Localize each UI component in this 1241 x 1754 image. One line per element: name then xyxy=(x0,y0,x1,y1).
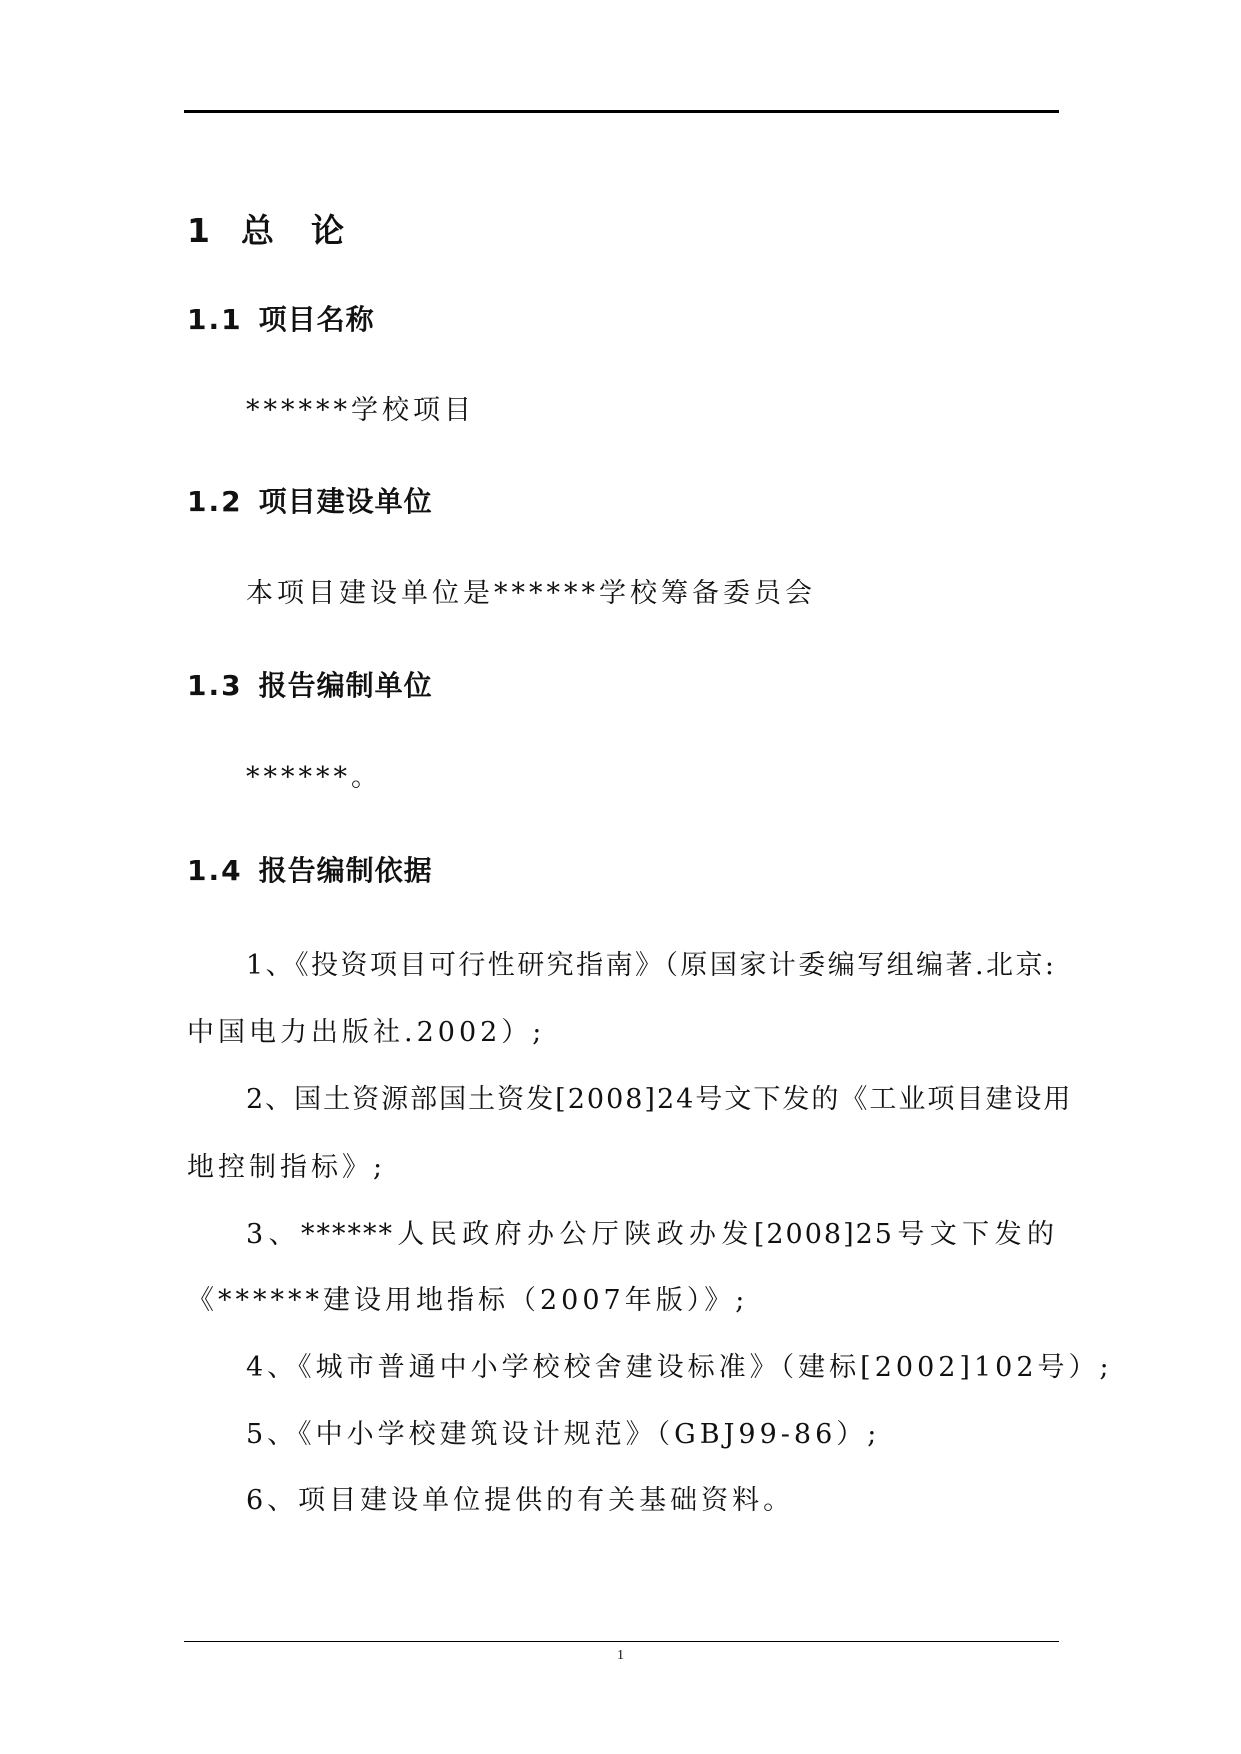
list-item: 2、国土资源部国土资发[2008]24号文下发的《工业项目建设用 xyxy=(246,1084,1073,1115)
chapter-title-char: 总 xyxy=(240,211,275,250)
footer-rule xyxy=(184,1641,1059,1642)
section-number: 1.2 xyxy=(187,485,243,518)
list-item: 3、******人民政府办公厅陕政办发[2008]25号文下发的 xyxy=(246,1219,1056,1250)
section-number: 1.1 xyxy=(187,303,243,336)
header-rule xyxy=(184,110,1059,113)
chapter-number: 1 xyxy=(187,211,211,250)
chapter-heading xyxy=(187,205,345,252)
list-item-continuation: 地控制指标》; xyxy=(187,1152,387,1183)
section-title: 项目建设单位 xyxy=(258,485,433,518)
section-number: 1.3 xyxy=(187,669,243,702)
body-paragraph: ******学校项目 xyxy=(246,395,475,426)
chapter-title-char: 论 xyxy=(310,211,345,250)
section-title: 报告编制单位 xyxy=(258,669,433,702)
section-heading xyxy=(187,664,433,704)
section-title: 报告编制依据 xyxy=(258,854,433,887)
section-heading xyxy=(187,480,433,520)
list-item: 1、《投资项目可行性研究指南》（原国家计委编写组编著.北京: xyxy=(246,950,1056,981)
section-heading xyxy=(187,849,433,889)
list-item: 4、《城市普通中小学校校舍建设标准》（建标[2002]102号）; xyxy=(246,1352,1113,1383)
section-heading xyxy=(187,298,375,338)
list-item: 6、项目建设单位提供的有关基础资料。 xyxy=(246,1485,795,1516)
list-item-continuation: 《******建设用地指标（2007年版）》; xyxy=(187,1285,749,1316)
section-title: 项目名称 xyxy=(258,303,375,336)
section-number: 1.4 xyxy=(187,854,243,887)
page-number: 1 xyxy=(617,1648,624,1663)
body-paragraph: ******。 xyxy=(246,762,382,793)
list-item-continuation: 中国电力出版社.2002）; xyxy=(187,1017,546,1048)
body-paragraph: 本项目建设单位是******学校筹备委员会 xyxy=(246,578,816,609)
list-item: 5、《中小学校建筑设计规范》（GBJ99-86）; xyxy=(246,1419,881,1450)
